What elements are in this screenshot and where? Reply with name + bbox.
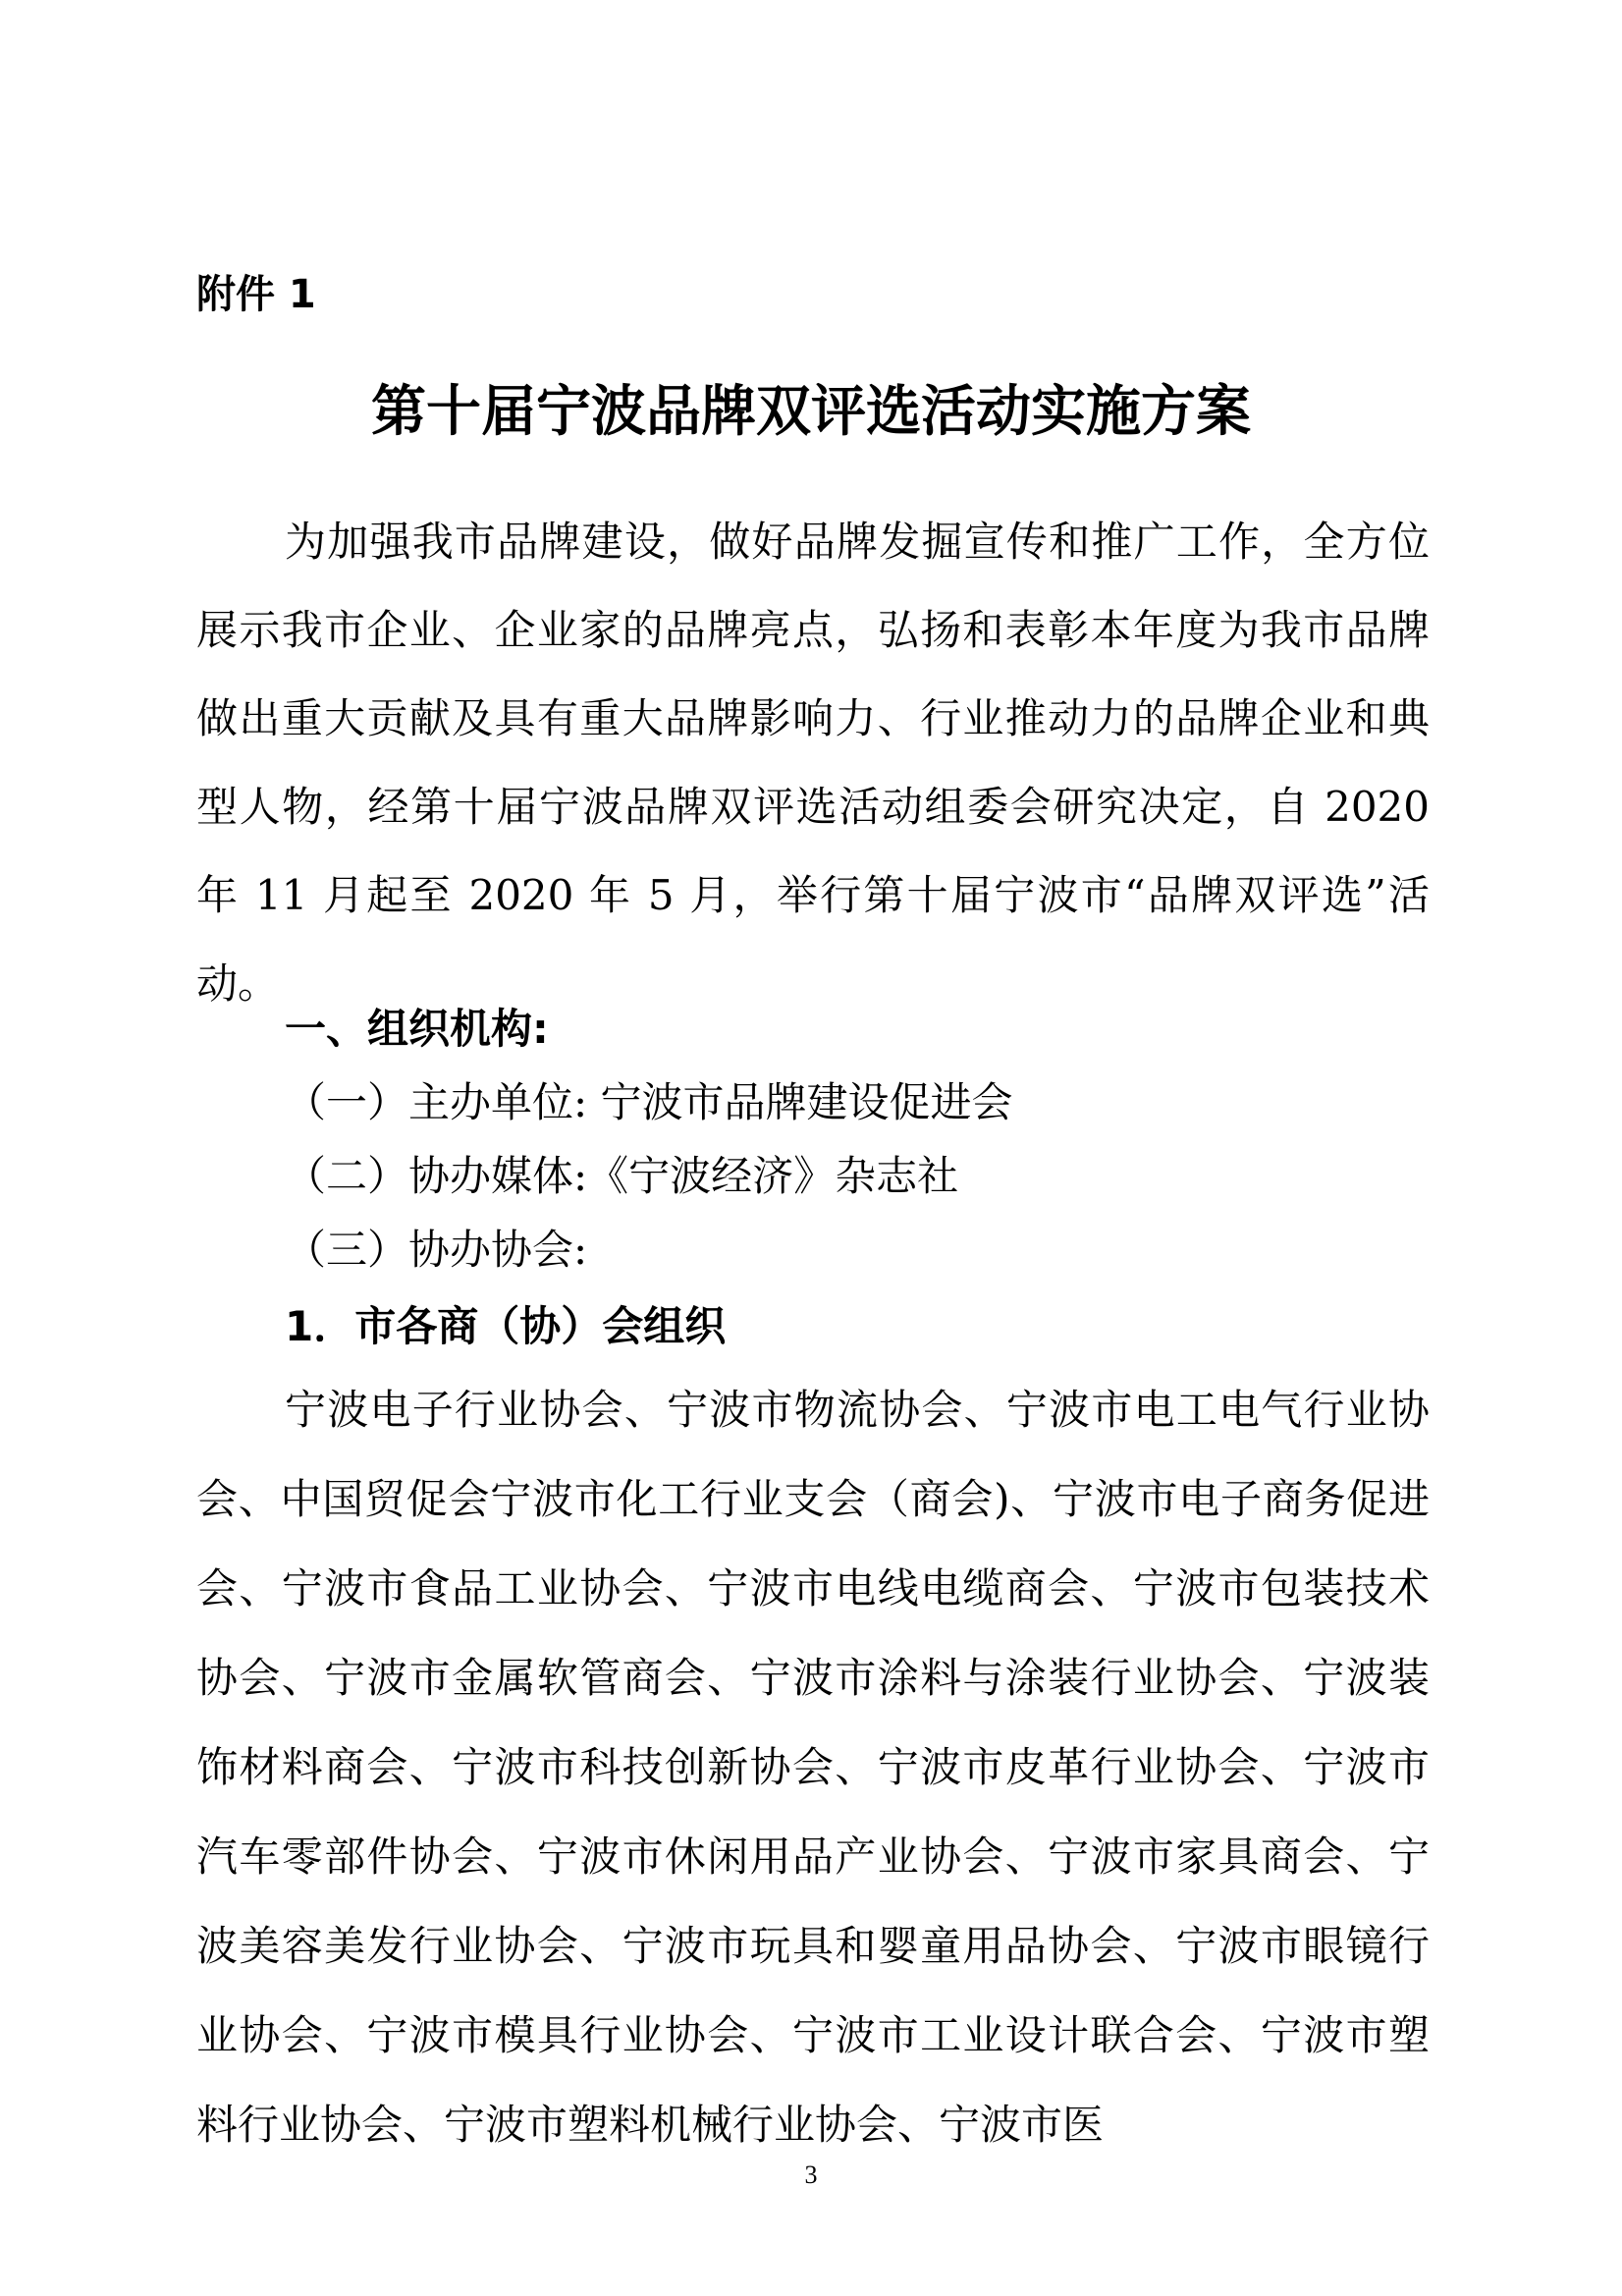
- page-number: 3: [804, 2160, 818, 2189]
- association-line: （三）协办协会:: [285, 1226, 588, 1274]
- subheading-chambers: 1．市各商（协）会组织: [285, 1302, 727, 1350]
- intro-paragraph: 为加强我市品牌建设，做好品牌发掘宣传和推广工作，全方位展示我市企业、企业家的品牌亮点，弘扬和表彰本年度为我市品牌做出重大贡献及具有重大品牌影响力、行业推动力的品牌企业和典型人物，经第十届宁波品牌双评选活动组委会研究决定，自 2020 年 11 月起至 2020 年 5 月，举行第十届宁波市“品牌双评选”活动。: [196, 518, 1430, 1008]
- document-title: 第十届宁波品牌双评选活动实施方案: [371, 380, 1251, 444]
- organizer-line: （一）主办单位: 宁波市品牌建设促进会: [285, 1078, 1013, 1126]
- associations-paragraph: 宁波电子行业协会、宁波市物流协会、宁波市电工电气行业协会、中国贸促会宁波市化工行业支会（商会)、宁波市电子商务促进会、宁波市食品工业协会、宁波市电线电缆商会、宁波市包装技术协会、宁波市金属软管商会、宁波市涂料与涂装行业协会、宁波装饰材料商会、宁波市科技创新协会、宁波市皮革行业协会、宁波市汽车零部件协会、宁波市休闲用品产业协会、宁波市家具商会、宁波美容美发行业协会、宁波市玩具和婴童用品协会、宁波市眼镜行业协会、宁波市模具行业协会、宁波市工业设计联合会、宁波市塑料行业协会、宁波市塑料机械行业协会、宁波市医: [196, 1386, 1430, 2149]
- media-line: （二）协办媒体:《宁波经济》杂志社: [285, 1152, 959, 1200]
- section-heading-organization: 一、组织机构:: [285, 1005, 549, 1053]
- attachment-label: 附件 1: [196, 272, 316, 317]
